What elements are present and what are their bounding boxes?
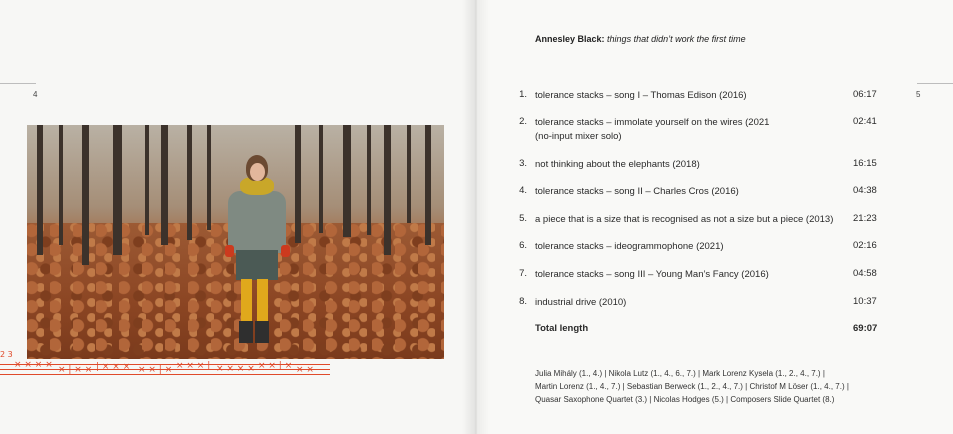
track-title: tolerance stacks – ideogrammophone (2021) (535, 241, 724, 252)
track-duration: 02:16 (853, 240, 877, 251)
track-number: 5. (519, 213, 527, 224)
track-number: 3. (519, 158, 527, 169)
total-length-label: Total length (535, 323, 589, 334)
track-duration: 04:38 (853, 185, 877, 196)
track-number: 2. (519, 116, 527, 127)
track-title: tolerance stacks – song III – Young Man’s Fancy (2016) (535, 269, 769, 280)
track-title: industrial drive (2010) (535, 297, 627, 308)
track-title: tolerance stacks – immolate yourself on the wires (2021 (535, 117, 770, 128)
track-duration: 21:23 (853, 213, 877, 224)
album-heading (535, 34, 746, 44)
track-title: a piece that is a size that is recognised as not a size but a piece (2013) (535, 214, 834, 225)
track-number: 1. (519, 89, 527, 100)
composer-name: Annesley Black: (535, 34, 605, 44)
track-subtitle: (no-input mixer solo) (535, 131, 622, 142)
track-title: tolerance stacks – song II – Charles Cros (2016) (535, 186, 739, 197)
left-page-number: 4 (33, 90, 38, 99)
track-duration: 16:15 (853, 158, 877, 169)
right-page-rule (917, 83, 953, 84)
notation-label: 2 3 (0, 350, 13, 359)
track-duration: 06:17 (853, 89, 877, 100)
performer-credits (535, 367, 905, 406)
music-notation-strip: 2 3 × × × × × | × × | × × × × × | × × × × | × × × × × × | × × × (0, 350, 335, 382)
total-length-row (535, 323, 885, 334)
right-page-number: 5 (916, 90, 921, 99)
track-title: not thinking about the elephants (2018) (535, 159, 700, 170)
track-number: 4. (519, 185, 527, 196)
track-number: 7. (519, 268, 527, 279)
album-title: things that didn’t work the first time (607, 34, 746, 44)
track-duration: 04:58 (853, 268, 877, 279)
person-figure (223, 155, 293, 355)
total-length-duration: 69:07 (853, 323, 878, 334)
credits-line: Martin Lorenz (1., 4., 7.) | Sebastian Berweck (1., 2., 4., 7.) | Christof M Löser (1., 4., 7.) | (535, 382, 849, 391)
track-number: 8. (519, 296, 527, 307)
credits-line: Quasar Saxophone Quartet (3.) | Nicolas Hodges (5.) | Composers Slide Quartet (8.) (535, 395, 835, 404)
book-gutter (462, 0, 490, 434)
track-title: tolerance stacks – song I – Thomas Edison (2016) (535, 90, 747, 101)
track-number: 6. (519, 240, 527, 251)
left-page-rule (0, 83, 36, 84)
credits-line: Julia Mihály (1., 4.) | Nikola Lutz (1., 4., 6., 7.) | Mark Lorenz Kysela (1., 2., 4., 7.) | (535, 369, 825, 378)
forest-photo (27, 125, 444, 359)
track-duration: 10:37 (853, 296, 877, 307)
track-duration: 02:41 (853, 116, 877, 127)
